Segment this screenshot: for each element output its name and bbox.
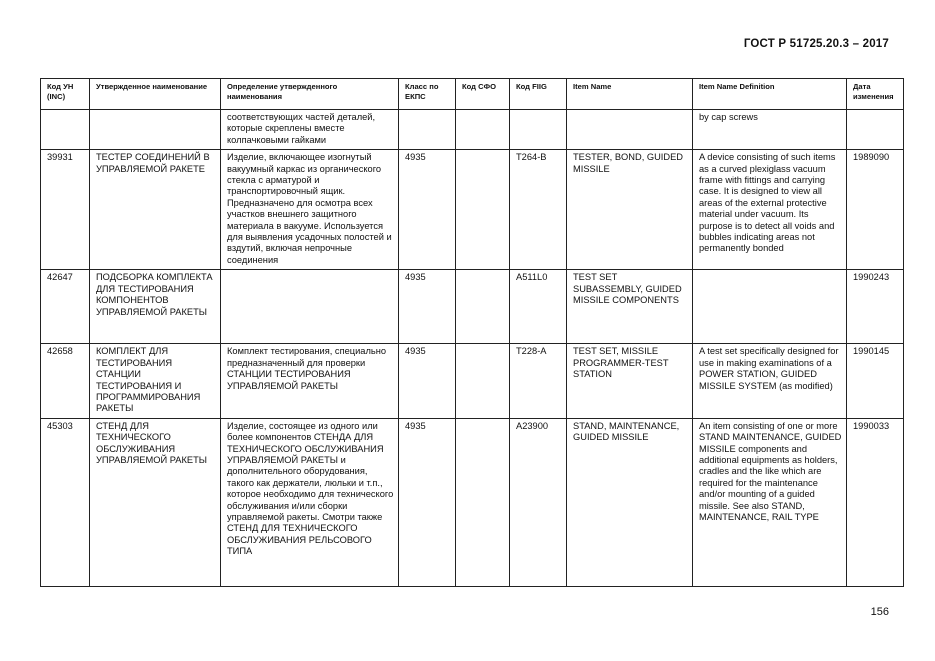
cell-item-name: TESTER, BOND, GUIDED MISSILE [567, 150, 693, 270]
cell-definition: Комплект тестирования, специально предназначенный для проверки СТАНЦИИ ТЕСТИРОВАНИЯ УПРАВЛЯЕМОЙ РАКЕТЫ [221, 344, 399, 418]
cell-name: ТЕСТЕР СОЕДИНЕНИЙ В УПРАВЛЯЕМОЙ РАКЕТЕ [90, 150, 221, 270]
cell-definition [221, 270, 399, 344]
cell-item-name: TEST SET SUBASSEMBLY, GUIDED MISSILE COMPONENTS [567, 270, 693, 344]
cell-item-definition: A test set specifically designed for use in making examinations of a POWER STATION, GUIDED MISSILE SYSTEM (as modified) [693, 344, 847, 418]
column-header: Дата изменения [847, 79, 904, 110]
cell-sfo [456, 150, 510, 270]
cell-date: 1989090 [847, 150, 904, 270]
cell-date: 1990243 [847, 270, 904, 344]
table-row [41, 344, 904, 418]
cell-sfo [456, 110, 510, 150]
table-header-row [41, 79, 904, 110]
cell-code [41, 110, 90, 150]
table-row [41, 110, 904, 150]
cell-item-definition [693, 270, 847, 344]
cell-fiig [510, 110, 567, 150]
cell-sfo [456, 418, 510, 586]
cell-name: КОМПЛЕКТ ДЛЯ ТЕСТИРОВАНИЯ СТАНЦИИ ТЕСТИРОВАНИЯ И ПРОГРАММИРОВАНИЯ РАКЕТЫ [90, 344, 221, 418]
cell-name: ПОДСБОРКА КОМПЛЕКТА ДЛЯ ТЕСТИРОВАНИЯ КОМПОНЕНТОВ УПРАВЛЯЕМОЙ РАКЕТЫ [90, 270, 221, 344]
cell-class: 4935 [399, 150, 456, 270]
cell-date: 1990145 [847, 344, 904, 418]
document-header: ГОСТ Р 51725.20.3 – 2017 [743, 38, 889, 50]
cell-class: 4935 [399, 270, 456, 344]
table-row [41, 150, 904, 270]
cell-item-name [567, 110, 693, 150]
column-header: Определение утвержденного наименования [221, 79, 399, 110]
cell-code: 39931 [41, 150, 90, 270]
cell-class: 4935 [399, 344, 456, 418]
cell-class: 4935 [399, 418, 456, 586]
cell-fiig: A23900 [510, 418, 567, 586]
catalog-table [40, 78, 904, 587]
column-header: Код УН (INC) [41, 79, 90, 110]
cell-item-name: STAND, MAINTENANCE, GUIDED MISSILE [567, 418, 693, 586]
cell-fiig: T228-A [510, 344, 567, 418]
cell-fiig: A511L0 [510, 270, 567, 344]
cell-name: СТЕНД ДЛЯ ТЕХНИЧЕСКОГО ОБСЛУЖИВАНИЯ УПРАВЛЯЕМОЙ РАКЕТЫ [90, 418, 221, 586]
cell-date: 1990033 [847, 418, 904, 586]
cell-sfo [456, 270, 510, 344]
cell-sfo [456, 344, 510, 418]
column-header: Item Name [567, 79, 693, 110]
cell-definition: соответствующих частей деталей, которые скреплены вместе колпачковыми гайками [221, 110, 399, 150]
column-header: Item Name Definition [693, 79, 847, 110]
cell-definition: Изделие, включающее изогнутый вакуумный каркас из органического стекла с арматурой и транспортировочный ящик. Предназначено для осмотра всех участков внешнего защитного материала в вакууме. Используется для выявления усадочных полостей и вздутий, включая непрочные соединения [221, 150, 399, 270]
cell-name [90, 110, 221, 150]
cell-definition: Изделие, состоящее из одного или более компонентов СТЕНДА ДЛЯ ТЕХНИЧЕСКОГО ОБСЛУЖИВАНИЯ УПРАВЛЯЕМОЙ РАКЕТЫ и дополнительного оборудования, такого как держатели, люльки и т.п., которое необходимо для технического обслуживания и/или сборки управляемой ракеты. Смотри также СТЕНД ДЛЯ ТЕХНИЧЕСКОГО ОБСЛУЖИВАНИЯ РЕЛЬСОВОГО ТИПА [221, 418, 399, 586]
page-number: 156 [870, 606, 889, 618]
cell-item-name: TEST SET, MISSILE PROGRAMMER-TEST STATION [567, 344, 693, 418]
cell-item-definition: An item consisting of one or more STAND MAINTENANCE, GUIDED MISSILE components and additional equipments as holders, cradles and the like which are required for the maintenance and/or mounting of a guided missile. See also STAND, MAINTENANCE, RAIL TYPE [693, 418, 847, 586]
cell-code: 42647 [41, 270, 90, 344]
column-header: Утвержденное наименование [90, 79, 221, 110]
cell-class [399, 110, 456, 150]
cell-date [847, 110, 904, 150]
cell-item-definition: A device consisting of such items as a curved plexiglass vacuum frame with fittings and carrying case. It is designed to view all areas of the external protective material under vacuum. Its purpose is to detect all voids and bubbles indicating areas not permanently bonded [693, 150, 847, 270]
cell-code: 42658 [41, 344, 90, 418]
cell-code: 45303 [41, 418, 90, 586]
table-row [41, 270, 904, 344]
cell-fiig: T264-B [510, 150, 567, 270]
table-row [41, 418, 904, 586]
column-header: Код FIIG [510, 79, 567, 110]
column-header: Класс по ЕКПС [399, 79, 456, 110]
column-header: Код СФО [456, 79, 510, 110]
cell-item-definition: by cap screws [693, 110, 847, 150]
